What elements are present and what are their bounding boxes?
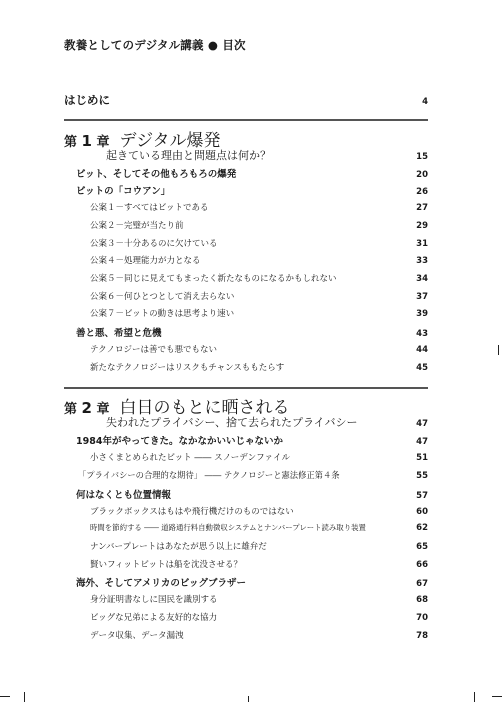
toc-entry	[64, 237, 428, 249]
chapter-1-title: デジタル爆発	[119, 131, 221, 151]
chapter-2-subtitle-page: 47	[416, 419, 428, 429]
toc-entry-title: 公案５－同じに見えてもまったく新たなものになるかもしれない	[90, 274, 337, 284]
toc-entry	[64, 611, 428, 623]
toc-entry-title: ブラックボックスはもはや飛行機だけのものではない	[90, 507, 294, 517]
chapter-label-part: 章	[96, 402, 110, 417]
toc-entry-title: データ収集、データ漏洩	[90, 631, 184, 641]
toc-entry	[64, 166, 428, 180]
chapter-label-part: 1	[81, 132, 92, 150]
chapter-1-rule	[64, 119, 428, 121]
toc-entry	[64, 575, 428, 589]
chapter-label-part: 章	[96, 135, 110, 150]
running-head: 教養としてのデジタル講義 ● 目次	[64, 38, 246, 52]
toc-entry-page: 67	[416, 579, 428, 589]
toc-entry-title: 公案２－完璧が当たり前	[90, 221, 184, 231]
toc-entry-title: ビット、そしてその他もろもろの爆発	[76, 169, 237, 180]
toc-entry	[64, 272, 428, 284]
toc-entry	[64, 522, 428, 533]
crop-mark-bottom-right-h	[492, 696, 502, 697]
toc-entry-page: 70	[416, 613, 428, 623]
toc-entry-page: 68	[416, 595, 428, 605]
toc-entry-page: 33	[416, 256, 428, 266]
toc-entry-page: 29	[416, 221, 428, 231]
toc-entry-title: 公案４－処理能力が力となる	[90, 256, 201, 266]
toc-entry	[64, 343, 428, 355]
toc-entry-title: ビットの「コウアン」	[76, 186, 171, 197]
crop-mark-bottom-right-v	[474, 692, 475, 702]
toc-entry-title: 身分証明書なしに国民を識別する	[90, 595, 218, 605]
toc-entry	[64, 433, 428, 447]
crop-mark-bottom-left-h	[0, 696, 10, 697]
toc-entry-title: 公案７－ビットの動きは思考より速い	[90, 309, 235, 319]
toc-entry	[64, 361, 428, 373]
toc-entry-title: 公案３－十分あるのに欠けている	[90, 239, 218, 249]
toc-entry-page: 51	[416, 453, 428, 463]
chapter-1-subtitle: 起きている理由と問題点は何か？	[106, 149, 271, 162]
toc-entry-title: テクノロジーは善でも悪でもない	[90, 345, 217, 355]
toc-entry	[64, 307, 428, 319]
chapter-1-subtitle-row	[64, 147, 428, 163]
intro-label: はじめに	[64, 93, 110, 107]
toc-entry-page: 57	[416, 491, 428, 501]
chapter-2-rule	[64, 387, 428, 389]
toc-entry-page: 66	[416, 560, 428, 570]
chapter-label-part: 第	[64, 402, 78, 417]
toc-entry-title: ナンバープレートはあなたが思う以上に雄弁だ	[90, 542, 267, 552]
toc-entry-page: 78	[416, 631, 428, 641]
toc-entry	[64, 183, 428, 197]
toc-entry-page: 37	[416, 292, 428, 302]
toc-entry	[64, 451, 428, 463]
toc-entry-title: 善と悪、希望と危機	[76, 328, 162, 339]
toc-entry-title: 公案１－すべてはビットである	[90, 203, 209, 213]
toc-entry-title: 海外、そしてアメリカのビッグブラザー	[76, 578, 246, 589]
toc-entry	[64, 325, 428, 339]
crop-mark-bottom-left-v	[24, 692, 25, 702]
toc-entry	[64, 540, 428, 552]
toc-entry-page: 55	[416, 471, 428, 481]
toc-entry	[64, 593, 428, 605]
toc-entry	[64, 290, 428, 302]
toc-entry-page: 26	[416, 187, 428, 197]
toc-entry-page: 43	[416, 329, 428, 339]
toc-entry-page: 39	[416, 309, 428, 319]
toc-entry-page: 20	[416, 170, 428, 180]
toc-entry-title: 「プライバシーの合理的な期待」 ―― テクノロジーと憲法修正第４条	[78, 470, 340, 480]
toc-entry-title: 1984年がやってきた。なかなかいいじゃないか	[76, 436, 283, 447]
intro-row	[64, 92, 428, 108]
chapter-label-part: 2	[81, 399, 92, 417]
chapter-label-part: 第	[64, 135, 78, 150]
toc-entry-page: 62	[416, 523, 428, 533]
toc-entry	[64, 254, 428, 266]
toc-entry	[64, 201, 428, 213]
toc-entry-title: 新たなテクノロジーはリスクもチャンスももたらす	[90, 363, 285, 373]
toc-entry-page: 60	[416, 507, 428, 517]
toc-entry-title: 小さくまとめられたビット ―― スノーデンファイル	[90, 453, 290, 463]
toc-entry-page: 27	[416, 203, 428, 213]
toc-entry-title: 公案６－何ひとつとして消え去らない	[90, 292, 235, 302]
toc-entry	[64, 219, 428, 231]
toc-entry-title: 何はなくとも位置情報	[76, 490, 172, 501]
chapter-2-subtitle: 失われたプライバシー、捨て去られたプライバシー	[106, 416, 358, 429]
crop-mark-bottom-center	[248, 696, 249, 702]
chapter-1-subtitle-page: 15	[416, 152, 428, 162]
toc-entry-page: 34	[416, 274, 428, 284]
chapter-2-subtitle-row	[64, 414, 428, 430]
chapter-2-title: 白日のもとに晒される	[119, 398, 290, 418]
toc-entry-page: 47	[416, 437, 428, 447]
toc-entry	[64, 469, 428, 481]
toc-entry	[64, 487, 428, 501]
toc-entry-page: 65	[416, 542, 428, 552]
toc-entry-page: 31	[416, 239, 428, 249]
toc-entry	[64, 505, 428, 517]
toc-entry-title: 賢いフィットビットは船を沈没させる？	[90, 560, 242, 570]
toc-entry-title: 時間を節約する ―― 道路通行料自動徴収システムとナンバープレート読み取り装置	[90, 523, 366, 532]
toc-entry-title: ビッグな兄弟による友好的な協力	[90, 613, 218, 623]
crop-mark-right-middle	[498, 345, 499, 355]
intro-page: 4	[422, 97, 428, 107]
toc-entry	[64, 558, 428, 570]
toc-entry	[64, 629, 428, 641]
toc-entry-page: 44	[416, 345, 428, 355]
toc-entry-page: 45	[416, 363, 428, 373]
